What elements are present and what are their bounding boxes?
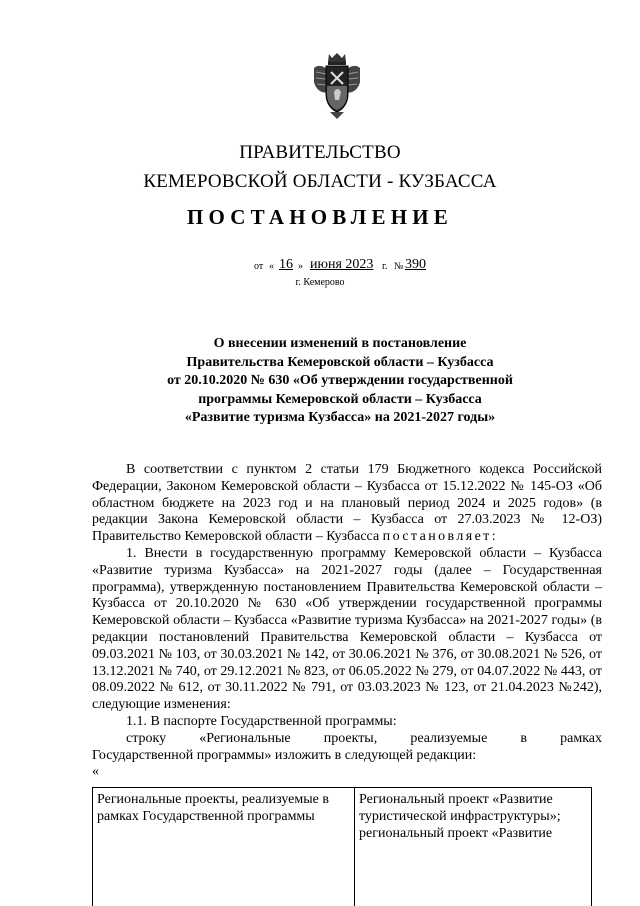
document-body	[92, 462, 602, 781]
preamble-text: В соответствии с пунктом 2 статьи 179 Бюджетного кодекса Российской Федерации, Законом Кемеровской области – Кузбасса от 15.12.2022 № 145-ОЗ «Об областном бюджете на 2023 год и на плановый период 2024 и 2025 годов» (в редакции Закона Кемеровской области – Кузбасса от 27.03.2023 № 12-ОЗ) Правительство Кемеровской области – Кузбасса	[92, 462, 602, 545]
subject-line: О внесении изменений в постановление	[213, 336, 467, 351]
table-cell-left: Региональные проекты, реализуемые в рамках Государственной программы	[93, 788, 355, 906]
passport-table	[92, 787, 592, 906]
date-quote-close: »	[298, 261, 303, 272]
date-g-label: г.	[382, 261, 388, 272]
org-name-line1: ПРАВИТЕЛЬСТВО	[239, 142, 401, 163]
paragraph-item-1: 1. Внести в государственную программу Кемеровской области – Кузбасса «Развитие туризма Кузбасса» на 2021-2027 годы (далее – Государственная программа), утвержденную постановлением Правительства Кемеровской области – Кузбасса от 20.10.2020 № 630 «Об утверждении государственной программы Кемеровской области – Кузбасса «Развитие туризма Кузбасса» на 2021-2027 годы» (в редакции постановлений Правительства Кемеровской области – Кузбасса от 09.03.2021 № 103, от 30.03.2021 № 142, от 30.06.2021 № 376, от 30.08.2021 № 526, от 13.12.2021 № 740, от 29.12.2021 № 823, от 06.05.2022 № 279, от 04.07.2022 № 443, от 08.09.2022 № 612, от 30.11.2022 № 791, от 03.03.2023 № 123, от 21.04.2023 №242), следующие изменения:	[92, 545, 602, 713]
subject-line: «Развитие туризма Кузбасса» на 2021-2027 годы»	[184, 410, 496, 425]
date-day: 16	[279, 257, 293, 272]
table-cell-right: Региональный проект «Развитие туристической инфраструктуры»; региональный проект «Развитие	[359, 792, 561, 841]
number-sign: №	[394, 261, 404, 272]
subject-line: от 20.10.2020 № 630 «Об утверждении государственной	[167, 373, 513, 388]
subject-line: программы Кемеровской области – Кузбасса	[198, 391, 482, 407]
subject-line: Правительства Кемеровской области – Кузбасса	[186, 354, 494, 370]
date-month-year: июня 2023	[310, 257, 374, 272]
document-type: ПОСТАНОВЛЕНИЕ	[186, 205, 454, 229]
quote-mark: «	[92, 764, 99, 780]
city-label: г. Кемерово	[295, 277, 345, 288]
paragraph-item-1-1: 1.1. В паспорте Государственной программы:	[126, 713, 397, 729]
paragraph-row-line2: Государственной программы» изложить в следующей редакции:	[92, 747, 477, 763]
document-subject	[100, 335, 580, 428]
paragraph-row-line1: строку «Региональные проекты, реализуемые в рамках	[126, 730, 602, 746]
resolves-label: постановляет:	[382, 529, 498, 545]
kuzbass-coat-of-arms-icon	[312, 52, 362, 120]
date-number-line	[254, 255, 426, 275]
document-number: 390	[405, 257, 426, 272]
date-quote-open: «	[269, 261, 274, 272]
paragraph-preamble	[92, 462, 602, 546]
org-name-line2: КЕМЕРОВСКОЙ ОБЛАСТИ - КУЗБАССА	[143, 171, 497, 192]
date-ot-label: от	[254, 261, 264, 272]
